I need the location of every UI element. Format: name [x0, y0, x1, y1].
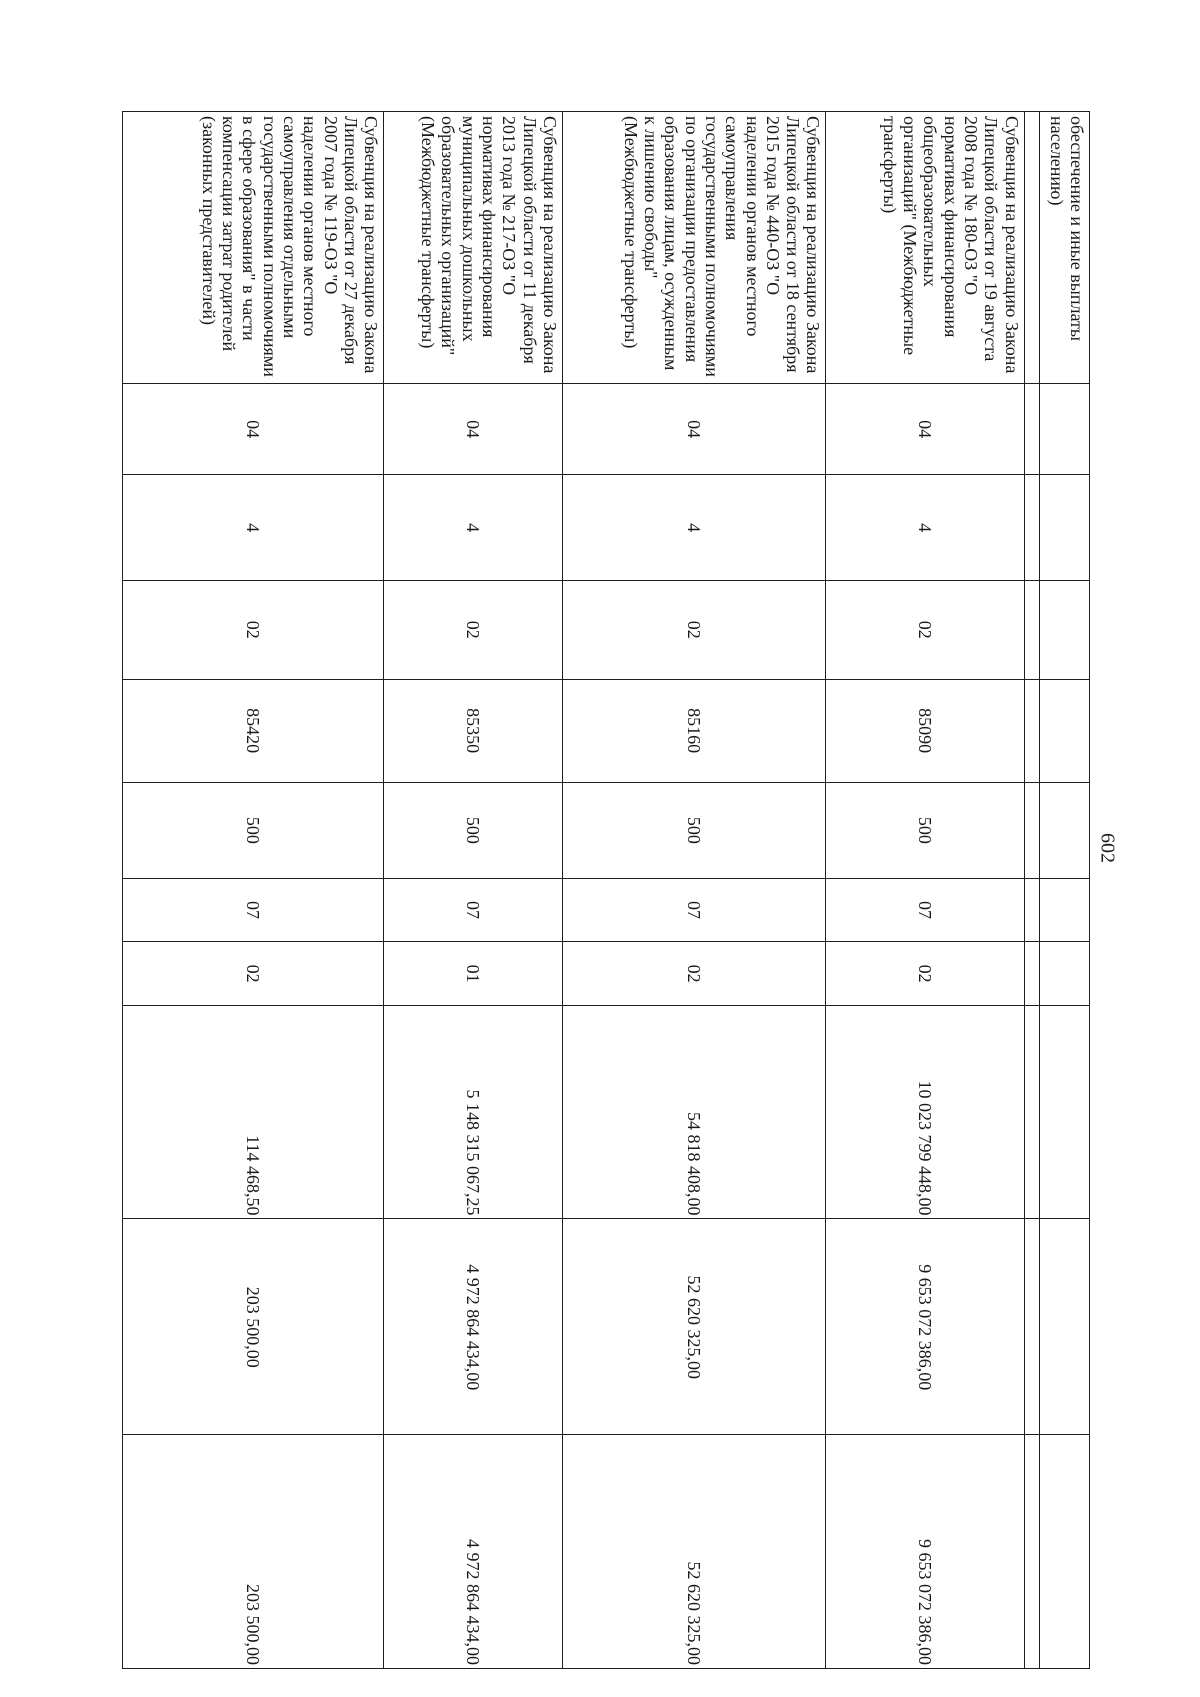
row-description: Субвенция на реализацию Закона Липецкой области от 19 августа 2008 года № 180-ОЗ "О нормативах финансирования общеобразовательных организаций" (Межбюджетные трансферты): [826, 112, 1024, 384]
cell-code: 02: [123, 580, 384, 679]
cell-code: 02: [384, 580, 563, 679]
cell-code: 4: [562, 475, 826, 580]
row-description: Субвенция на реализацию Закона Липецкой области от 27 декабря 2007 года № 119-ОЗ "О наделении органов местного самоуправления отдельными государственными полномочиями в сфере образования" в части компенсации затрат родителей (законных представителей): [123, 112, 384, 384]
cell-code: 04: [562, 383, 826, 475]
table-row: [384, 112, 563, 1669]
cell-amount: 52 620 325,00: [562, 1435, 826, 1669]
cell-code: 07: [384, 878, 563, 941]
cell-amount: [1039, 1006, 1089, 1219]
table-row: [1039, 112, 1089, 1669]
table-row: [826, 112, 1024, 1669]
blank-row: [1024, 112, 1039, 1669]
cell-code: 4: [384, 475, 563, 580]
cell-code: 85090: [826, 679, 1024, 782]
table-row: [562, 112, 826, 1669]
row-description: Субвенция на реализацию Закона Липецкой области от 11 декабря 2013 года № 217-ОЗ "О нормативах финансирования муниципальных дошкольных образовательных организаций" (Межбюджетные трансферты): [384, 112, 563, 384]
cell-amount: 54 818 408,00: [562, 1006, 826, 1219]
cell-code: 04: [826, 383, 1024, 475]
cell-code: 500: [384, 782, 563, 878]
cell-amount: 4 972 864 434,00: [384, 1435, 563, 1669]
table-row: [123, 112, 384, 1669]
cell-amount: [1039, 1219, 1089, 1435]
cell-code: 07: [562, 878, 826, 941]
cell-amount: 203 500,00: [123, 1435, 384, 1669]
cell-code: 4: [826, 475, 1024, 580]
cell-code: [1039, 942, 1089, 1006]
cell-code: 85420: [123, 679, 384, 782]
row-description: Субвенция на реализацию Закона Липецкой области от 18 сентября 2015 года № 440-ОЗ "О наделении органов местного самоуправления государственными полномочиями по организации предоставления образования лицам, осужденным к лишению свободы" (Межбюджетные трансферты): [562, 112, 826, 384]
cell-code: [1039, 475, 1089, 580]
cell-amount: 9 653 072 386,00: [826, 1435, 1024, 1669]
cell-code: [1039, 878, 1089, 941]
cell-amount: 114 468,50: [123, 1006, 384, 1219]
cell-amount: 10 023 799 448,00: [826, 1006, 1024, 1219]
cell-code: 85350: [384, 679, 563, 782]
cell-code: 4: [123, 475, 384, 580]
cell-code: 02: [826, 580, 1024, 679]
cell-code: [1039, 782, 1089, 878]
cell-code: [1039, 580, 1089, 679]
cell-code: [1039, 383, 1089, 475]
cell-code: 500: [123, 782, 384, 878]
table-frame: [122, 111, 1090, 1669]
cell-amount: 4 972 864 434,00: [384, 1219, 563, 1435]
cell-amount: 203 500,00: [123, 1219, 384, 1435]
cell-amount: [1039, 1435, 1089, 1669]
cell-code: 500: [826, 782, 1024, 878]
cell-code: 04: [123, 383, 384, 475]
page-number: 602: [1096, 833, 1119, 863]
row-description: обеспечение и иные выплаты населению): [1039, 112, 1089, 384]
cell-code: 500: [562, 782, 826, 878]
cell-code: 01: [384, 942, 563, 1006]
cell-code: 02: [123, 942, 384, 1006]
cell-code: 04: [384, 383, 563, 475]
cell-code: 07: [123, 878, 384, 941]
cell-code: 85160: [562, 679, 826, 782]
cell-amount: 52 620 325,00: [562, 1219, 826, 1435]
cell-code: [1039, 679, 1089, 782]
table-rotator: [122, 111, 1090, 1669]
cell-code: 02: [562, 942, 826, 1006]
cell-amount: 5 148 315 067,25: [384, 1006, 563, 1219]
cell-code: 02: [562, 580, 826, 679]
cell-code: 02: [826, 942, 1024, 1006]
cell-code: 07: [826, 878, 1024, 941]
budget-table: [122, 111, 1090, 1669]
cell-amount: 9 653 072 386,00: [826, 1219, 1024, 1435]
